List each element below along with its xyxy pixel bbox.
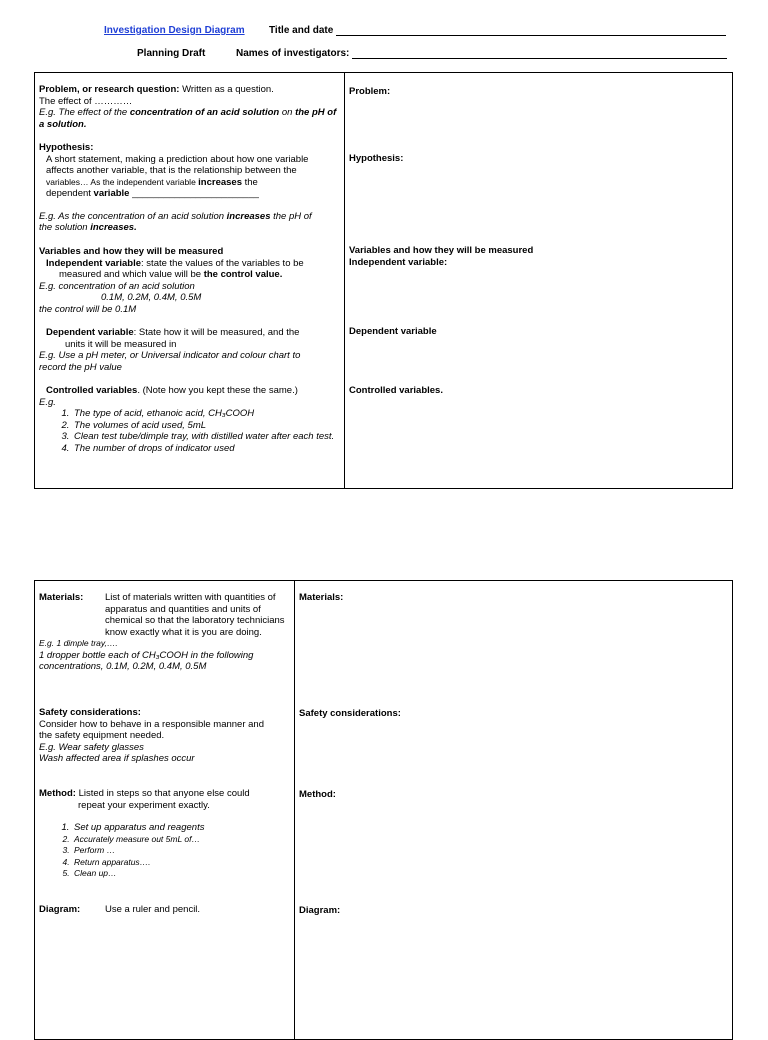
hypothesis-example-1b: increases <box>226 210 271 222</box>
problem-example-bold: concentration of an acid solution <box>129 107 280 118</box>
document-title-link[interactable]: Investigation Design Diagram <box>104 25 245 36</box>
independent-example-1: E.g. concentration of an acid solution <box>39 280 195 292</box>
investigators-label: Names of investigators: <box>236 48 350 59</box>
hypothesis-example-2b: increases. <box>90 222 137 233</box>
dependent-heading: Dependent variable <box>46 327 134 338</box>
materials-example-2: 1 dropper bottle each of CH₃COOH in the following <box>39 649 254 661</box>
controlled-heading: Controlled variables <box>46 385 138 396</box>
hypothesis-line-3b: increases <box>198 176 242 188</box>
hypothesis-example-1c: the pH of <box>270 210 312 222</box>
safety-line-1: Consider how to behave in a responsible manner and <box>39 718 264 730</box>
problem-example-prefix: E.g. The effect of the <box>39 107 130 118</box>
hypothesis-answer-label: Hypothesis: <box>349 153 404 164</box>
safety-line-2: the safety equipment needed. <box>39 730 165 741</box>
planning-table-1 <box>34 72 733 489</box>
independent-line-2b: the control value. <box>203 269 283 280</box>
planning-draft-label: Planning Draft <box>137 48 206 59</box>
document-header <box>0 0 768 70</box>
variables-answer-label: Variables and how they will be measured <box>349 245 534 256</box>
materials-example-3: concentrations, 0.1M, 0.2M, 0.4M, 0.5M <box>39 661 207 672</box>
problem-answer-label: Problem: <box>349 86 391 97</box>
dependent-example-2: record the pH value <box>39 361 122 373</box>
dependent-answer-label: Dependent variable <box>349 326 437 337</box>
independent-answer-label: Independent variable: <box>349 257 448 268</box>
problem-example-mid: on <box>279 107 296 118</box>
controlled-text: . (Note how you kept these the same.) <box>137 385 298 396</box>
safety-answer-label: Safety considerations: <box>299 708 401 719</box>
safety-heading: Safety considerations: <box>39 707 141 718</box>
list-item: 3. Perform … <box>72 845 291 857</box>
controlled-answer-label: Controlled variables. <box>349 385 443 396</box>
list-item: 4. The number of drops of indicator used <box>72 443 339 455</box>
variables-instructions <box>39 246 339 315</box>
dependent-text: : State how it will be measured, and the <box>133 327 300 338</box>
problem-hint: Written as a question. <box>179 84 274 95</box>
planning-table-2 <box>34 580 733 1040</box>
hypothesis-example-2a: the solution <box>39 222 91 233</box>
safety-example-2: Wash affected area if splashes occur <box>39 753 195 764</box>
hypothesis-line-3a: variables… As the independent variable <box>46 176 199 187</box>
list-item: 2. The volumes of acid used, 5mL <box>72 420 339 432</box>
problem-example-bold-2: the pH of a solution. <box>39 107 337 130</box>
hypothesis-line-4a: dependent <box>46 188 94 199</box>
independent-example-2: 0.1M, 0.2M, 0.4M, 0.5M <box>101 292 202 303</box>
method-instructions <box>39 788 291 880</box>
hypothesis-line-4c: ________________________ <box>129 188 259 199</box>
hypothesis-line-2: affects another variable, that is the relationship between the <box>46 165 297 176</box>
safety-example-1: E.g. Wear safety glasses <box>39 741 144 753</box>
method-answer-label: Method: <box>299 789 336 800</box>
list-item: 3. Clean test tube/dimple tray, with distilled water after each test. <box>72 431 339 443</box>
effect-of-text: The effect of ………… <box>39 95 133 107</box>
problem-instructions <box>39 84 339 130</box>
materials-heading: Materials: <box>39 592 84 603</box>
hypothesis-instructions <box>39 142 339 234</box>
problem-heading: Problem, or research question: <box>39 84 180 95</box>
method-line-2: repeat your experiment exactly. <box>78 799 210 811</box>
diagram-instructions <box>39 904 291 916</box>
safety-instructions <box>39 707 291 765</box>
materials-example-1: E.g. 1 dimple tray,…. <box>39 638 118 648</box>
materials-text: List of materials written with quantities of apparatus and quantities and units of chemical so that the laboratory technicians know exactly what it is you are doing. <box>105 592 285 638</box>
materials-answer-label: Materials: <box>299 592 344 603</box>
hypothesis-line-3c: the <box>242 176 258 188</box>
title-date-label: Title and date <box>269 25 334 36</box>
independent-line-2a: measured and which value will be <box>59 269 204 280</box>
dependent-example-1: E.g. Use a pH meter, or Universal indicator and colour chart to <box>39 350 301 361</box>
diagram-text: Use a ruler and pencil. <box>105 904 201 915</box>
variables-heading: Variables and how they will be measured <box>39 246 224 257</box>
hypothesis-example-1a: E.g. As the concentration of an acid solution <box>39 210 227 222</box>
method-text: Listed in steps so that anyone else could <box>75 788 250 799</box>
dependent-line-2: units it will be measured in <box>65 338 177 350</box>
investigators-line <box>352 58 727 59</box>
controlled-eg: E.g. <box>39 396 56 408</box>
hypothesis-line-4b: variable <box>93 188 130 199</box>
controlled-list <box>39 408 339 454</box>
independent-example-3: the control will be 0.1M <box>39 303 137 315</box>
dependent-instructions <box>39 327 339 373</box>
method-heading: Method: <box>39 788 76 799</box>
materials-instructions <box>39 592 291 673</box>
list-item: 1. Set up apparatus and reagents <box>72 822 291 834</box>
title-date-line <box>336 35 726 36</box>
hypothesis-heading: Hypothesis: <box>39 142 94 153</box>
diagram-answer-label: Diagram: <box>299 905 341 916</box>
controlled-instructions <box>39 385 339 454</box>
diagram-heading: Diagram: <box>39 904 81 915</box>
method-list <box>39 822 291 880</box>
independent-heading: Independent variable <box>46 257 142 269</box>
list-item: 1. The type of acid, ethanoic acid, CH₃COOH <box>72 408 339 420</box>
list-item: 5. Clean up… <box>72 868 291 880</box>
hypothesis-line-1: A short statement, making a prediction about how one variable <box>46 153 309 165</box>
list-item: 2. Accurately measure out 5mL of… <box>72 834 291 846</box>
list-item: 4. Return apparatus…. <box>72 857 291 869</box>
independent-text: : state the values of the variables to be <box>141 257 304 269</box>
